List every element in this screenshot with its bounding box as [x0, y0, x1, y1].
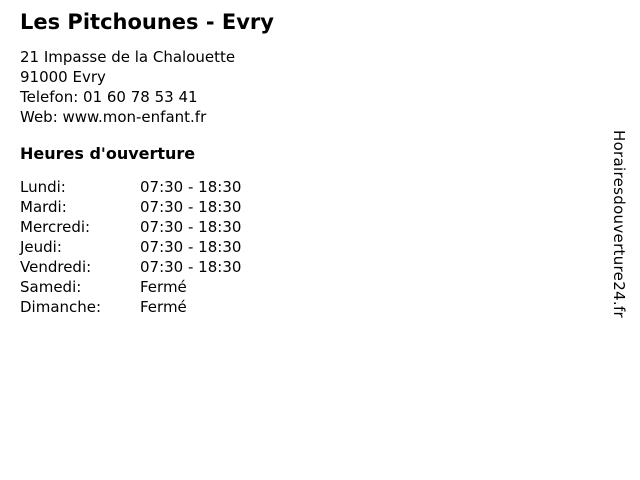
time-value: 07:30 - 18:30 [140, 218, 242, 236]
time-value: 07:30 - 18:30 [140, 178, 242, 196]
day-label: Vendredi: [20, 258, 92, 276]
opening-hours-table [20, 177, 274, 317]
address-line-city: 91000 Evry [20, 68, 106, 86]
hours-row-wednesday [20, 217, 274, 237]
hours-row-friday [20, 257, 274, 277]
day-label: Dimanche: [20, 298, 102, 316]
opening-hours-heading: Heures d'ouverture [20, 144, 196, 163]
hours-row-sunday [20, 297, 274, 317]
time-value: 07:30 - 18:30 [140, 238, 242, 256]
hours-row-thursday [20, 237, 274, 257]
hours-row-tuesday [20, 197, 274, 217]
time-value: 07:30 - 18:30 [140, 198, 242, 216]
day-label: Jeudi: [20, 238, 62, 256]
hours-row-monday [20, 177, 274, 197]
hours-row-saturday [20, 277, 274, 297]
time-value: 07:30 - 18:30 [140, 258, 242, 276]
address-line-street: 21 Impasse de la Chalouette [20, 48, 236, 66]
address-block [20, 47, 274, 127]
page-title: Les Pitchounes - Evry [20, 10, 274, 34]
time-value: Fermé [140, 278, 187, 296]
day-label: Samedi: [20, 278, 82, 296]
site-watermark-vertical-text: Horairesdouverture24.fr [610, 130, 628, 318]
day-label: Mardi: [20, 198, 67, 216]
website-line: Web: www.mon-enfant.fr [20, 108, 207, 126]
time-value: Fermé [140, 298, 187, 316]
listing-content [20, 10, 274, 317]
phone-line: Telefon: 01 60 78 53 41 [20, 88, 198, 106]
day-label: Mercredi: [20, 218, 91, 236]
day-label: Lundi: [20, 178, 66, 196]
